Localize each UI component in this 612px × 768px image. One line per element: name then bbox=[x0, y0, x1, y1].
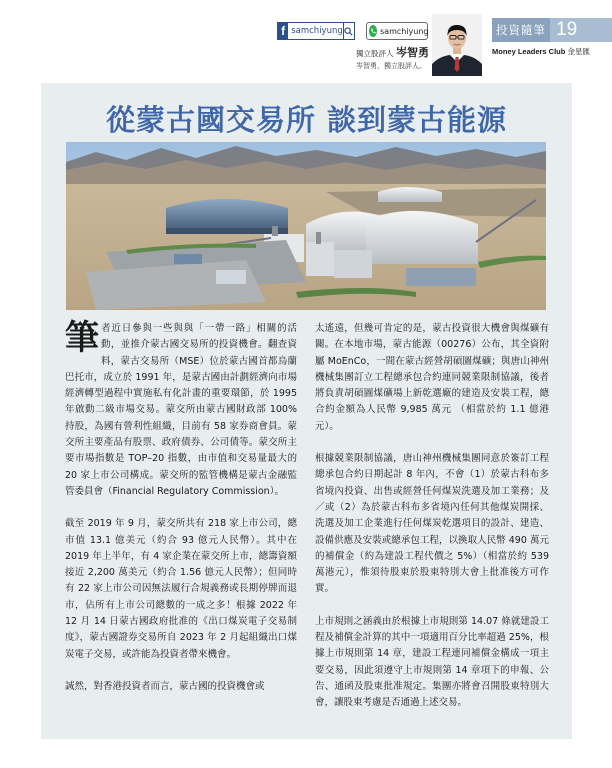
column-name-tab: 投資隨筆 bbox=[492, 18, 550, 42]
facebook-handle: samchiyung bbox=[291, 26, 343, 36]
whatsapp-icon bbox=[369, 25, 377, 37]
mining-facility-photo bbox=[66, 142, 546, 310]
page-number: 19 bbox=[550, 18, 612, 42]
whatsapp-handle-box[interactable] bbox=[366, 22, 428, 40]
facebook-handle-box[interactable] bbox=[277, 22, 355, 40]
paragraph: 截至 2019 年 9 月，蒙交所共有 218 家上市公司，總市值 13.1 億美元（約合 93 億元人民幣）。其中在 2019 年上半年，有 4 家企業在蒙交所上市，總籌資額接近 2,200 萬美元（約合 1.56 億元人民幣）；但同時有 22 家上市公司因無法履行合規義務或長期停牌而退市，佔所有上市公司總數的一成之多！根據 2022 年 12 月 14 日蒙古國政府批准的《出口煤炭電子交易制度》，蒙古國證券交易所自 2023 年 2 月起組織出口煤炭電子交易，或許能為投資者帶來機會。 bbox=[65, 518, 297, 660]
search-icon[interactable] bbox=[343, 23, 354, 39]
club-name-cn: 金星匯 bbox=[567, 47, 590, 56]
article-column-right bbox=[315, 321, 549, 728]
drop-cap: 筆 bbox=[65, 318, 99, 358]
paragraph bbox=[65, 318, 297, 500]
paragraph-text: 者近日參與一些與與「一帶一路」相關的活動，並推介蒙古國交易所的投資機會。翻查資料，蒙古交易所（MSE）位於蒙古國首都烏蘭巴托市，成立於 1991 年，是蒙古國由計劃經濟向市場經濟轉型過程中實施私有化計畫的重要環節，於 1995 年啟動二級市場交易。蒙交所由蒙古國財政部 100% 持股，為國有營利性組織，目前有 58 家券商會員。蒙交所主要產品有股票、政府債券、公司債等。蒙交所主要市場指數是 TOP–20 指數，由市值和交易量最大的 20 家上市公司構成。蒙交所的監管機構是蒙古金融監管委員會（Financial Regulatory Commission）。 bbox=[65, 323, 297, 497]
author-avatar bbox=[432, 14, 482, 76]
author-subtitle: 岑智勇，獨立股評人。 bbox=[356, 62, 426, 70]
club-name bbox=[492, 46, 590, 57]
paragraph: 上市規則之涵義由於根據上市規則第 14.07 條就建設工程及補償金計算的其中一項適用百分比率超過 25%，根據上市規則第 14 章，建設工程連同補償金構成一項主要交易，因此須遵守上市規則第 14 章項下的申報、公告、通函及股東批准規定。集團亦將會召開股東特別大會，讓股東考慮是否通過上述交易。 bbox=[315, 615, 549, 709]
paragraph: 根據競業限制協議，唐山神州機械集團同意於簽訂工程總承包合約日期起計 8 年內，不會（1）於蒙古科布多省境內投資、出售或經營任何煤炭洗選及加工業務；及／或（2）為於蒙古科布多省境內任何其他煤炭開採、洗選及加工企業進行任何煤炭乾選項目的設計、建造、設備供應及安裝或總承包工程，以換取人民幣 490 萬元的補償金（約為建設工程代價之 5%）（相當於約 539 萬港元），惟須待股東於股東特別大會上批准後方可作實。 bbox=[315, 453, 549, 595]
whatsapp-handle: samchiyung bbox=[380, 26, 429, 36]
paragraph: 誠然，對香港投資者而言，蒙古國的投資機會或 bbox=[65, 680, 265, 692]
facebook-icon: f bbox=[278, 23, 288, 39]
article-column-left bbox=[65, 318, 297, 711]
club-name-en: Money Leaders Club bbox=[492, 47, 566, 56]
author-name: 岑智勇 bbox=[396, 46, 429, 59]
paragraph: 太遙遠，但幾可肯定的是，蒙古投資很大機會與煤礦有關。在本地市場，蒙古能源（00276）公布，其全資附屬 MoEnCo，一間在蒙古經營胡碩圖煤礦；與唐山神州機械集團訂立工程總承包合約連同競業限制協議，後者將負責胡碩圖煤礦場上新乾選廠的建造及安裝工程，總合約金額為人民幣 9,985 萬元 （相當於約 1.1 億港元）。 bbox=[315, 323, 549, 432]
article-title: 從蒙古國交易所 談到蒙古能源 bbox=[105, 103, 508, 137]
author-role: 獨立股評人 bbox=[356, 49, 394, 58]
